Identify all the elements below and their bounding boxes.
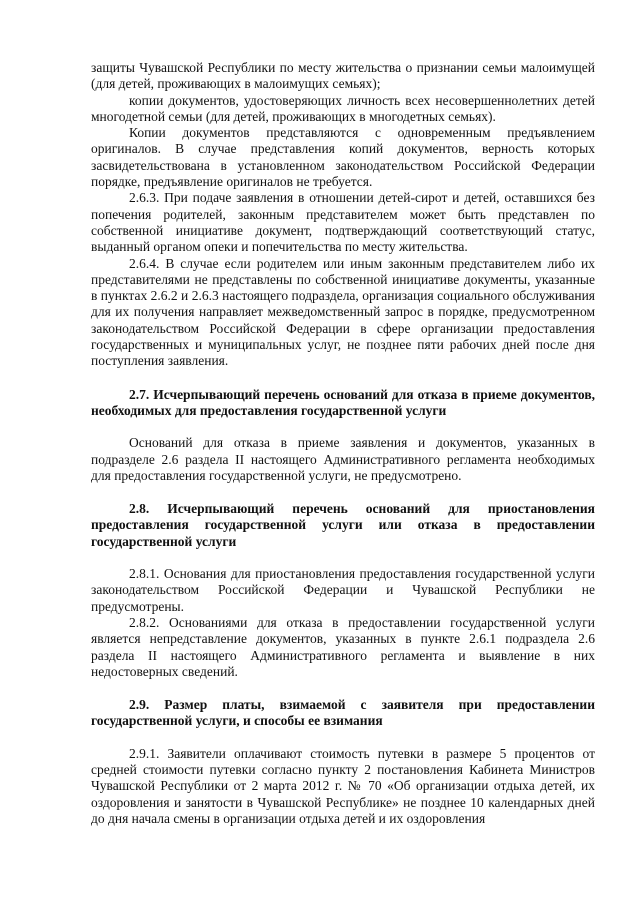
paragraph-2-9-1: 2.9.1. Заявители оплачивают стоимость путевки в размере 5 процентов от средней стоимости путевки согласно пункту 2 постановления Кабинета Министров Чувашской Республики от 2 марта 2012 г. № 70 «Об организации отдыха детей, их оздоровления и занятости в Чувашской Республике» не позднее 10 календарных дней до дня начала смены в организации отдыха детей и их оздоровления (91, 745, 595, 826)
paragraph-2-8-1: 2.8.1. Основания для приостановления предоставления государственной услуги законодательством Российской Федерации и Чувашской Республики не предусмотрены. (91, 566, 595, 614)
paragraph-2-7-body: Оснований для отказа в приеме заявления и документов, указанных в подразделе 2.6 раздела II настоящего Административного регламента необходимых для предоставления государственной услуги, не предусмотрено. (91, 435, 595, 483)
spacer (91, 730, 595, 746)
paragraph-2-6-4: 2.6.4. В случае если родителем или иным законным представителем либо их представителями не представлены по собственной инициативе документы, указанные в пунктах 2.6.2 и 2.6.3 настоящего подраздела, организация социального обслуживания для их получения направляет межведомственный запрос в порядке, предусмотренном законодательством Российской Федерации в сфере организации предоставления государственных и муниципальных услуг, не позднее пяти рабочих дней после дня поступления заявления. (91, 255, 595, 369)
paragraph-continuation: защиты Чувашской Республики по месту жительства о признании семьи малоимущей (для детей, проживающих в малоимущих семьях); (91, 60, 595, 92)
paragraph-originals: Копии документов представляются с одновременным предъявлением оригиналов. В случае представления копий документов, верность которых засвидетельствована в установленном законодательством Российской Федерации порядке, предъявление оригиналов не требуется. (91, 125, 595, 190)
heading-2-7: 2.7. Исчерпывающий перечень оснований для отказа в приеме документов, необходимых для предоставления государственной услуги (91, 386, 595, 418)
paragraph-copies-minors: копии документов, удостоверяющих личность всех несовершеннолетних детей многодетной семьи (для детей, проживающих в многодетных семьях). (91, 92, 595, 124)
heading-2-9: 2.9. Размер платы, взимаемой с заявителя при предоставлении государственной услуги, и способы ее взимания (91, 697, 595, 729)
spacer (91, 419, 595, 435)
spacer (91, 370, 595, 387)
spacer (91, 680, 595, 697)
spacer (91, 484, 595, 501)
heading-2-8: 2.8. Исчерпывающий перечень оснований для приостановления предоставления государственной услуги или отказа в предоставлении государственной услуги (91, 501, 595, 549)
spacer (91, 550, 595, 566)
document-page (91, 60, 595, 827)
paragraph-2-8-2: 2.8.2. Основаниями для отказа в предоставлении государственной услуги является непредставление документов, указанных в пункте 2.6.1 подраздела 2.6 раздела II настоящего Административного регламента и выявление в них недостоверных сведений. (91, 614, 595, 679)
paragraph-2-6-3: 2.6.3. При подаче заявления в отношении детей-сирот и детей, оставшихся без попечения родителей, законным представителем может быть представлен по собственной инициативе документ, подтверждающий соответствующий статус, выданный органом опеки и попечительства по месту жительства. (91, 190, 595, 255)
